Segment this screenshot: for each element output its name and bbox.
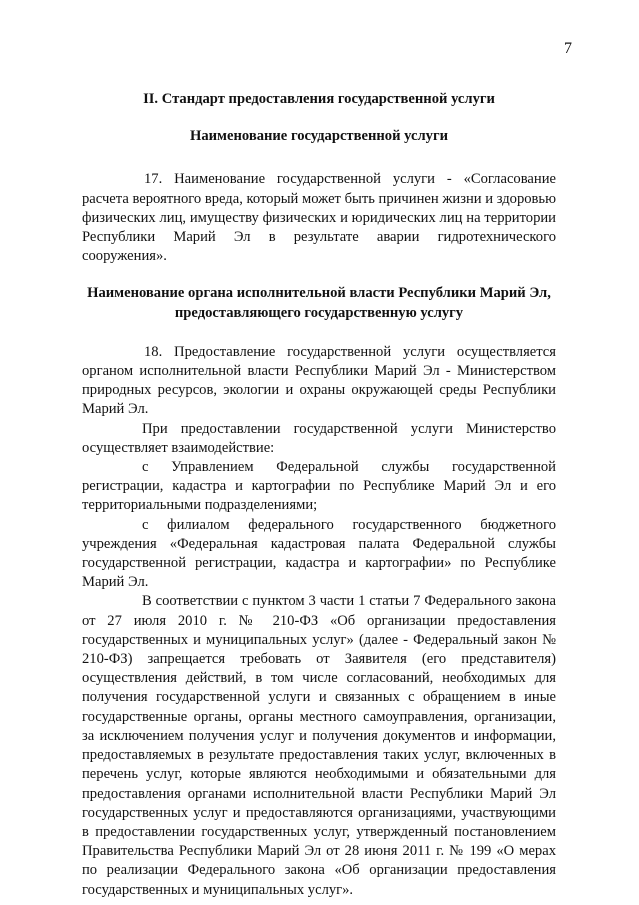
authority-name-heading: Наименование органа исполнительной власти Республики Марий Эл, предоставляющего государственную услугу	[87, 285, 551, 321]
section-heading: II. Стандарт предоставления государственной услуги	[143, 91, 495, 107]
paragraph-17: 17. Наименование государственной услуги - «Согласование расчета вероятного вреда, который может быть причинен жизни и здоровью физических лиц, имуществу физических и юридических лиц на территории Республики Марий Эл в результате аварии гидротехнического сооружения».	[82, 171, 556, 265]
federal-law-paragraph: В соответствии с пунктом 3 части 1 статьи 7 Федерального закона от 27 июля 2010 г. № 210-ФЗ «Об организации предоставления государственных и муниципальных услуг» (далее - Федеральный закон № 210-ФЗ) запрещается требовать от Заявителя (его представителя) осуществления действий, в том числе согласований, необходимых для получения государственной услуги и связанных с обращением в иные государственные органы, органы местного самоуправления, организации, за исключением получения услуг и получения документов и информации, предоставляемых в результате предоставления таких услуг, включенных в перечень услуг, которые являются необходимыми и обязательными для предоставления органами исполнительной власти Республики Марий Эл государственных услуг и предоставляются организациями, участвующими в предоставлении государственных услуг, утвержденный постановлением Правительства Республики Марий Эл от 28 июня 2011 г. № 199 «О мерах по реализации Федерального закона «Об организации предоставления государственных и муниципальных услуг».	[82, 593, 556, 898]
document-body	[82, 88, 556, 900]
interaction-item-rosreestr: с Управлением Федеральной службы государственной регистрации, кадастра и картографии по Республике Марий Эл и его территориальными подразделениями;	[82, 459, 556, 514]
interaction-item-cadastral-chamber: с филиалом федерального государственного бюджетного учреждения «Федеральная кадастровая палата Федеральной службы государственной регистрации, кадастра и картографии» по Республике Марий Эл.	[82, 516, 556, 591]
interaction-intro-paragraph: При предоставлении государственной услуги Министерство осуществляет взаимодействие:	[82, 420, 556, 456]
paragraph-18: 18. Предоставление государственной услуги осуществляется органом исполнительной власти Республики Марий Эл - Министерством природных ресурсов, экологии и охраны окружающей среды Республики Марий Эл.	[82, 343, 556, 418]
service-name-heading: Наименование государственной услуги	[190, 128, 448, 145]
page-number: 7	[564, 40, 572, 57]
